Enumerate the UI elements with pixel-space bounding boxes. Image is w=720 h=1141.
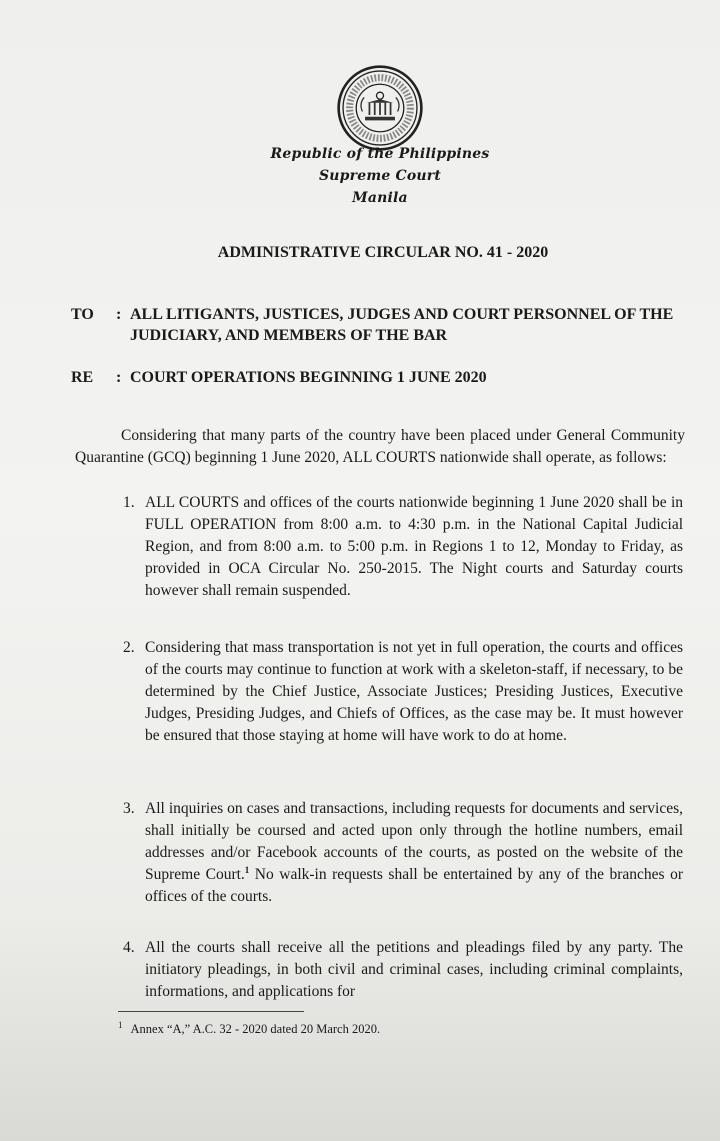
list-item-text: All the courts shall receive all the petitions and pleadings filed by any party. The initiatory pleadings, in both civil and criminal cases, including criminal complaints, informations, and applications for: [145, 939, 683, 1000]
to-recipients: ALL LITIGANTS, JUSTICES, JUDGES AND COURT PERSONNEL OF THE JUDICIARY, AND MEMBERS OF THE BAR: [130, 306, 674, 344]
circular-title: ADMINISTRATIVE CIRCULAR NO. 41 - 2020: [217, 244, 549, 261]
re-colon: :: [116, 369, 122, 386]
list-item-text-part: No walk-in requests shall be entertained by any of the branches or offices of the courts.: [145, 866, 683, 905]
re-subject: COURT OPERATIONS BEGINNING 1 JUNE 2020: [130, 369, 487, 386]
list-item-text: ALL COURTS and offices of the courts nationwide beginning 1 June 2020 shall be in FULL OPERATION from 8:00 a.m. to 4:30 p.m. in the National Capital Judicial Region, and from 8:00 a.m. to 5:00 p.m. in Regions 1 to 12, Monday to Friday, as provided in OCA Circular No. 250-2015. The Night courts and Saturday courts however shall remain suspended.: [145, 494, 683, 599]
list-item-number: 3.: [123, 800, 135, 817]
letterhead-city: Manila: [352, 190, 408, 206]
letterhead: [0, 143, 720, 209]
list-item: [123, 798, 683, 908]
footnote-divider: [118, 1011, 304, 1012]
list-item: [123, 937, 683, 1003]
list-item-number: 2.: [123, 639, 135, 656]
supreme-court-seal-icon: [336, 64, 424, 152]
footnote: [118, 1020, 380, 1037]
list-item-text-part: All inquiries on cases and transactions, including requests for documents and services, shall initially be coursed and acted upon only through the hotline numbers, email addresses and/or Facebook accounts of the courts, as posted on the website of the Supreme Court.: [145, 800, 683, 883]
list-item-text: Considering that mass transportation is not yet in full operation, the courts and offices of the courts may continue to function at work with a skeleton-staff, if necessary, to be determined by the Chief Justice, Associate Justices; Presiding Justices, Executive Judges, Presiding Judges, and Chiefs of Offices, as the case may be. It must however be ensured that those staying at home will have work to do at home.: [145, 639, 683, 744]
list-item-number: 4.: [123, 939, 135, 956]
footnote-reference: 1: [244, 864, 250, 875]
letterhead-court: Supreme Court: [318, 168, 442, 184]
re-label: RE: [71, 369, 94, 386]
footnote-text: Annex “A,” A.C. 32 - 2020 dated 20 March 2020.: [130, 1022, 381, 1037]
list-item: [123, 492, 683, 602]
intro-paragraph: Considering that many parts of the country have been placed under General Community Quarantine (GCQ) beginning 1 June 2020, ALL COURTS nationwide shall operate, as follows:: [75, 427, 685, 466]
to-colon: :: [116, 306, 122, 323]
to-label: TO: [71, 306, 94, 323]
list-item-text: [145, 798, 683, 908]
footnote-mark: 1: [118, 1020, 123, 1030]
list-item-number: 1.: [123, 494, 135, 511]
list-item: [123, 637, 683, 747]
letterhead-country: Republic of the Philippines: [270, 146, 490, 162]
